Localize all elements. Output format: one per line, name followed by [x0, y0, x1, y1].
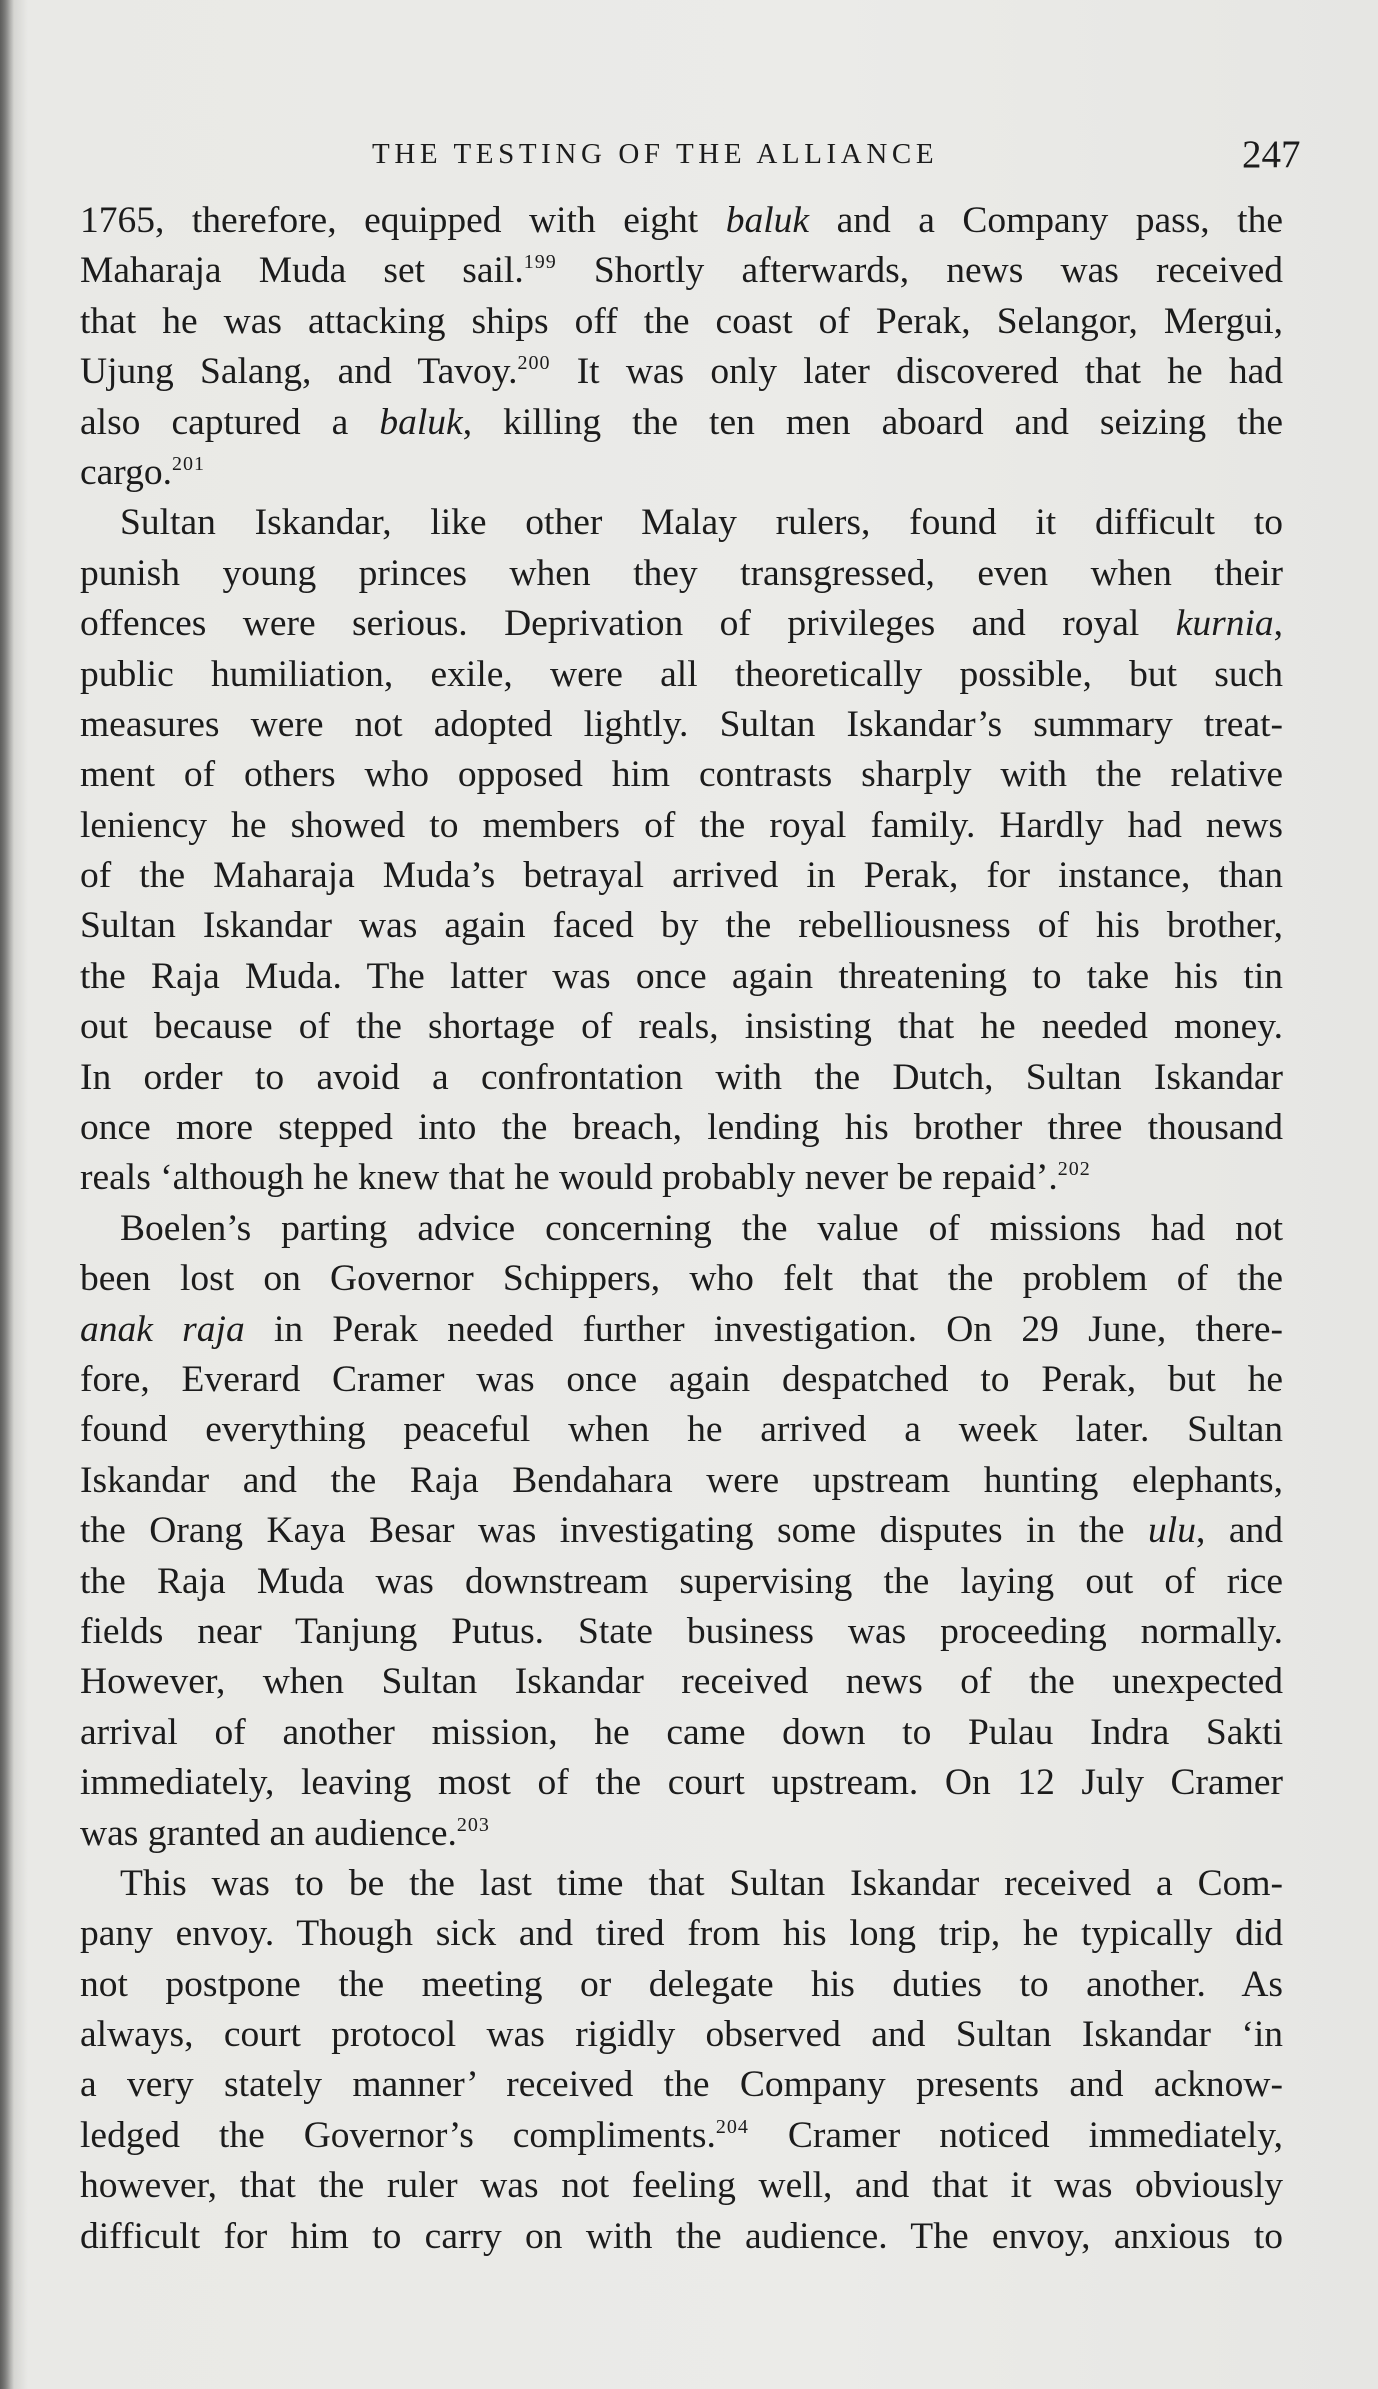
running-head	[0, 132, 1378, 182]
text-run: Ujung Salang, and Tavoy.	[80, 351, 518, 393]
text-run: fore, Everard Cramer was once again despatched to Perak, but he	[80, 1358, 1283, 1400]
text-run: pany envoy. Though sick and tired from his long trip, he typically did	[80, 1913, 1283, 1955]
page-number: 247	[1242, 133, 1301, 176]
text-run: not postpone the meeting or delegate his duties to another. As	[80, 1963, 1283, 2005]
text-line	[80, 297, 1283, 347]
text-run: fields near Tanjung Putus. State business was proceeding normally.	[80, 1610, 1283, 1652]
footnote-ref: 199	[523, 251, 557, 274]
text-line	[80, 1506, 1283, 1556]
text-run: ledged the Governor’s compliments.	[80, 2114, 716, 2156]
text-run: Maharaja Muda set sail.	[80, 250, 524, 292]
text-line	[80, 1305, 1283, 1355]
text-line	[80, 398, 1283, 448]
text-line	[80, 1960, 1283, 2010]
text-line	[80, 347, 1283, 397]
text-run: the Raja Muda was downstream supervising the laying out of rice	[80, 1560, 1283, 1602]
footnote-ref: 204	[715, 2115, 749, 2138]
footnote-ref: 202	[1057, 1158, 1091, 1181]
text-line	[80, 2161, 1283, 2211]
text-line	[80, 952, 1283, 1002]
text-line	[80, 2212, 1283, 2262]
text-line	[80, 1103, 1283, 1153]
text-run: found everything peaceful when he arrived a week later. Sultan	[80, 1409, 1283, 1451]
text-line	[80, 1254, 1283, 1304]
text-run: the Orang Kaya Besar was investigating some disputes in the	[80, 1510, 1149, 1552]
text-run: out because of the shortage of reals, insisting that he needed money.	[80, 1006, 1283, 1048]
text-line	[80, 196, 1283, 246]
text-run: once more stepped into the breach, lending his brother three thousand	[80, 1107, 1283, 1149]
text-run: leniency he showed to members of the royal family. Hardly had news	[80, 804, 1283, 846]
italic-term: baluk	[725, 200, 810, 241]
text-line	[80, 1607, 1283, 1657]
text-run: also captured a	[80, 401, 380, 443]
text-line	[80, 1657, 1283, 1707]
text-run: immediately, leaving most of the court upstream. On 12 July Cramer	[80, 1762, 1283, 1804]
text-line	[80, 498, 1283, 548]
text-run: however, that the ruler was not feeling well, and that it was obviously	[80, 2165, 1283, 2207]
text-line	[80, 1909, 1283, 1959]
text-line	[80, 700, 1283, 750]
text-line	[80, 1153, 1283, 1203]
text-line	[80, 1758, 1283, 1808]
text-run: Sultan Iskandar was again faced by the rebelliousness of his brother,	[80, 905, 1283, 947]
text-run: that he was attacking ships off the coast of Perak, Selangor, Mergui,	[80, 300, 1283, 342]
text-line	[80, 801, 1283, 851]
text-line	[80, 2111, 1283, 2161]
text-run: cargo.	[80, 451, 172, 493]
text-run: Iskandar and the Raja Bendahara were upstream hunting elephants,	[80, 1459, 1283, 1501]
text-line	[80, 1053, 1283, 1103]
text-line	[80, 851, 1283, 901]
text-line	[80, 1809, 1283, 1859]
text-run: punish young princes when they transgressed, even when their	[80, 552, 1283, 594]
text-run: the Raja Muda. The latter was once again threatening to take his tin	[80, 955, 1283, 997]
text-run: , killing the ten men aboard and seizing the	[462, 401, 1283, 443]
text-line	[80, 448, 1283, 498]
text-line	[80, 1557, 1283, 1607]
text-run: and a Company pass, the	[809, 200, 1283, 241]
text-run: offences were serious. Deprivation of privileges and royal	[80, 603, 1176, 645]
text-run: Sultan Iskandar, like other Malay rulers, found it difficult to	[120, 502, 1283, 544]
text-line	[80, 650, 1283, 700]
text-run: Cramer noticed immediately,	[748, 2114, 1283, 2156]
spine-shadow	[0, 0, 14, 2389]
text-line	[80, 1456, 1283, 1506]
text-run: , and	[1195, 1510, 1283, 1552]
text-line	[80, 901, 1283, 951]
text-run: ,	[1273, 603, 1283, 645]
text-run: Shortly afterwards, news was received	[556, 250, 1283, 292]
text-run: reals ‘although he knew that he would probably never be repaid’.	[80, 1157, 1058, 1199]
text-run: of the Maharaja Muda’s betrayal arrived in Perak, for instance, than	[80, 855, 1283, 897]
text-run: This was to be the last time that Sultan Iskandar received a Com-	[120, 1862, 1283, 1904]
text-run: a very stately manner’ received the Company presents and acknow-	[80, 2064, 1283, 2106]
text-run: 1765, therefore, equipped with eight	[80, 200, 726, 241]
text-run: It was only later discovered that he had	[550, 351, 1283, 393]
text-run: ment of others who opposed him contrasts sharply with the relative	[80, 754, 1283, 796]
text-line	[80, 549, 1283, 599]
text-line	[80, 1355, 1283, 1405]
footnote-ref: 201	[171, 452, 205, 475]
text-run: However, when Sultan Iskandar received news of the unexpected	[80, 1661, 1283, 1703]
text-line	[80, 1405, 1283, 1455]
italic-term: ulu	[1148, 1510, 1196, 1552]
text-run: was granted an audience.	[80, 1812, 457, 1854]
footnote-ref: 203	[456, 1813, 490, 1836]
text-run: Boelen’s parting advice concerning the value of missions had not	[120, 1207, 1283, 1249]
text-run: measures were not adopted lightly. Sultan Iskandar’s summary treat-	[80, 703, 1283, 745]
text-run: public humiliation, exile, were all theoretically possible, but such	[80, 653, 1283, 695]
text-run: In order to avoid a confrontation with the Dutch, Sultan Iskandar	[80, 1056, 1283, 1098]
text-line	[80, 1708, 1283, 1758]
text-line	[80, 1859, 1283, 1909]
body-text	[80, 196, 1283, 2262]
text-run: always, court protocol was rigidly observed and Sultan Iskandar ‘in	[80, 2014, 1283, 2056]
text-line	[80, 2060, 1283, 2110]
text-run: difficult for him to carry on with the audience. The envoy, anxious to	[80, 2215, 1283, 2257]
text-line	[80, 2010, 1283, 2060]
italic-term: kurnia	[1175, 603, 1274, 645]
text-line	[80, 1204, 1283, 1254]
text-run: in Perak needed further investigation. On 29 June, there-	[244, 1308, 1283, 1350]
text-run: arrival of another mission, he came down to Pulau Indra Sakti	[80, 1711, 1283, 1753]
text-line	[80, 1002, 1283, 1052]
text-line	[80, 750, 1283, 800]
italic-term: baluk	[379, 401, 463, 443]
chapter-title: THE TESTING OF THE ALLIANCE	[372, 138, 939, 170]
italic-term: anak raja	[80, 1308, 245, 1350]
text-line	[80, 246, 1283, 296]
text-line	[80, 599, 1283, 649]
text-run: been lost on Governor Schippers, who felt that the problem of the	[80, 1258, 1283, 1300]
footnote-ref: 200	[517, 352, 551, 375]
